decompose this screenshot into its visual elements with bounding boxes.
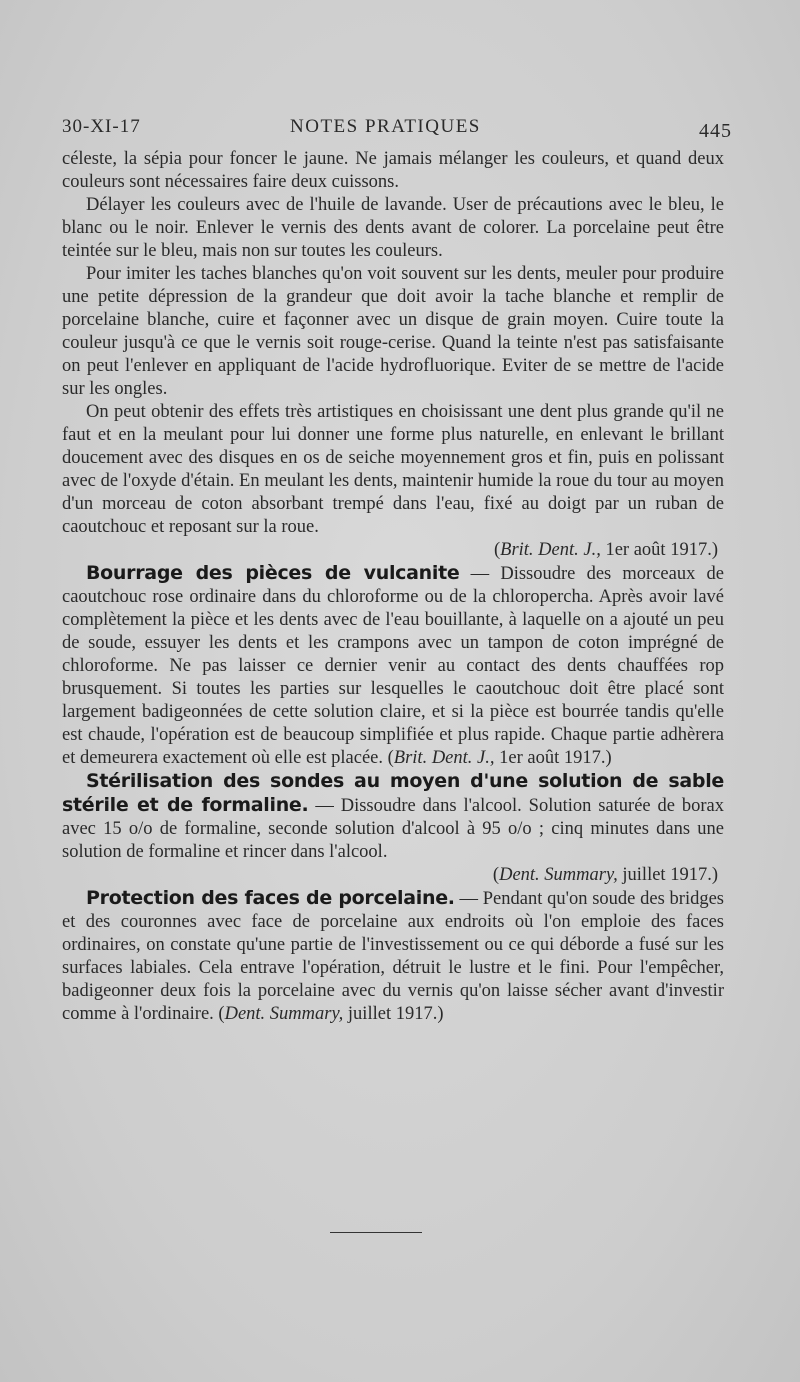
section-vulcanite-heading: Bourrage des pièces de vulcanite xyxy=(86,562,460,584)
page-number: 445 xyxy=(699,120,732,142)
citation-3-source: Dent. Summary, xyxy=(499,865,618,885)
section-vulcanite-text: — Dissoudre des morceaux de caoutchouc rose ordinaire dans du chloroforme ou de la chloropercha. Après avoir lavé complètement la pièce et les dents avec de l'eau bouillante, à laquelle on a ajouté un peu de soude, essuyer les dents et les crampons avec un tampon de coton imprégné de chloroforme. Ne pas laisser ce dernier venir au contact des dents chauffées rop brusquement. Si toutes les parties sur lesquelles le caoutchouc doit être placé sont largement badigeonnées de cette solution claire, et si la pièce est bourrée tandis qu'elle est chaude, l'opération est de beaucoup simplifiée et plus rapide. Chaque partie adhèrera et demeurera exactement où elle est placée. xyxy=(62,564,724,768)
section-sterilisation-text: — Dissoudre dans l'alcool. Solution saturée de borax avec 15 o/o de formaline, seconde solution d'alcool à 95 o/o ; cinq minutes dans une solution de formaline et rincer dans l'alcool. xyxy=(62,796,725,862)
running-header xyxy=(62,116,732,146)
citation-1-date: 1er août 1917. xyxy=(605,540,712,560)
citation-3-date: juillet 1917. xyxy=(622,865,712,885)
paragraph-continuation: céleste, la sépia pour foncer le jaune. Ne jamais mélanger les couleurs, et quand deux couleurs sont nécessaires faire deux cuissons. xyxy=(62,149,724,192)
page-body xyxy=(62,148,724,1026)
section-porcelain-text: — Pendant qu'on soude des bridges et des couronnes avec face de porcelaine aux endroits où l'on emploie des faces ordinaires, on constate qu'une partie de l'investissement ou ce qui déborde a fusé sur les surfaces labiales. Cela entrave l'opération, détruit le lustre et le fini. Pour l'empêcher, badigeonner deux fois la porcelaine avec du vernis qu'on laisse sécher avant d'investir comme à l'ordinaire. xyxy=(62,889,725,1024)
paragraph-white-spots: Pour imiter les taches blanches qu'on voit souvent sur les dents, meuler pour produire une petite dépression de la grandeur que doit avoir la tache blanche et remplir de porcelaine blanche, cuire et façonner avec un disque de grain moyen. Cuire toute la couleur jusqu'à ce que le vernis soit rouge-cerise. Quand la teinte n'est pas satisfaisante on peut l'enlever en appliquant de l'acide hydrofluorique. Eviter de se mettre de l'acide sur les ongles. xyxy=(62,264,724,399)
citation-4-date: juillet 1917. xyxy=(347,1004,438,1024)
section-porcelain-heading: Protection des faces de porcelaine. xyxy=(86,887,455,909)
paragraph-colors: Délayer les couleurs avec de l'huile de lavande. User de précautions avec le bleu, le blanc ou le noir. Enlever le vernis des dents avant de colorer. La porcelaine peut être teintée sur le bleu, mais non sur toutes les couleurs. xyxy=(62,195,724,261)
header-title: NOTES PRATIQUES xyxy=(290,116,481,137)
section-porcelain: Protection des faces de porcelaine. — Pendant qu'on soude des bridges et des couronnes avec face de porcelaine aux endroits où l'on emploie des faces ordinaires, on constate qu'une partie de l'investissement ou ce qui déborde a fusé sur les surfaces labiales. Cela entrave l'opération, détruit le lustre et le fini. Pour l'empêcher, badigeonner deux fois la porcelaine avec du vernis qu'on laisse sécher avant d'investir comme à l'ordinaire. (Dent. Summary, juillet 1917.) xyxy=(62,887,725,1024)
closing-rule xyxy=(330,1232,422,1233)
section-sterilisation-heading: Stérilisation des sondes au moyen d'une solution de sable stérile et de formaline. xyxy=(62,770,724,816)
section-vulcanite: Bourrage des pièces de vulcanite — Dissoudre des morceaux de caoutchouc rose ordinaire dans du chloroforme ou de la chloropercha. Après avoir lavé complètement la pièce et les dents avec de l'eau bouillante, à laquelle on a ajouté un peu de soude, essuyer les dents et les crampons avec un tampon de coton imprégné de chloroforme. Ne pas laisser ce dernier venir au contact des dents chauffées rop brusquement. Si toutes les parties sur lesquelles le caoutchouc doit être placé sont largement badigeonnées de cette solution claire, et si la pièce est bourrée tandis qu'elle est chaude, l'opération est de beaucoup simplifiée et plus rapide. Chaque partie adhèrera et demeurera exactement où elle est placée. (Brit. Dent. J., 1er août 1917.) xyxy=(62,562,724,768)
header-date: 30-XI-17 xyxy=(62,116,141,137)
section-sterilisation xyxy=(62,770,724,864)
citation-1-source: Brit. Dent. J., xyxy=(500,540,601,560)
citation-4-source: Dent. Summary, xyxy=(224,1004,344,1024)
paragraph-artistic-effects: On peut obtenir des effets très artistiques en choisissant une dent plus grande qu'il ne faut et en la meulant pour lui donner une forme plus naturelle, en enlevant le brillant doucement avec des disques en os de seiche moyennement gros et fin, puis en polissant avec de l'oxyde d'étain. En meulant les dents, maintenir humide la roue du tour au moyen d'un morceau de coton absorbant trempé dans l'eau, fixé au doigt par un ruban de caoutchouc et reposant sur la roue. xyxy=(62,402,724,537)
citation-2-date: 1er août 1917. xyxy=(499,748,606,768)
citation-2-source: Brit. Dent. J., xyxy=(393,748,495,768)
citation-3: (Dent. Summary, juillet 1917.) xyxy=(492,865,718,885)
citation-1: (Brit. Dent. J., 1er août 1917.) xyxy=(493,540,718,560)
